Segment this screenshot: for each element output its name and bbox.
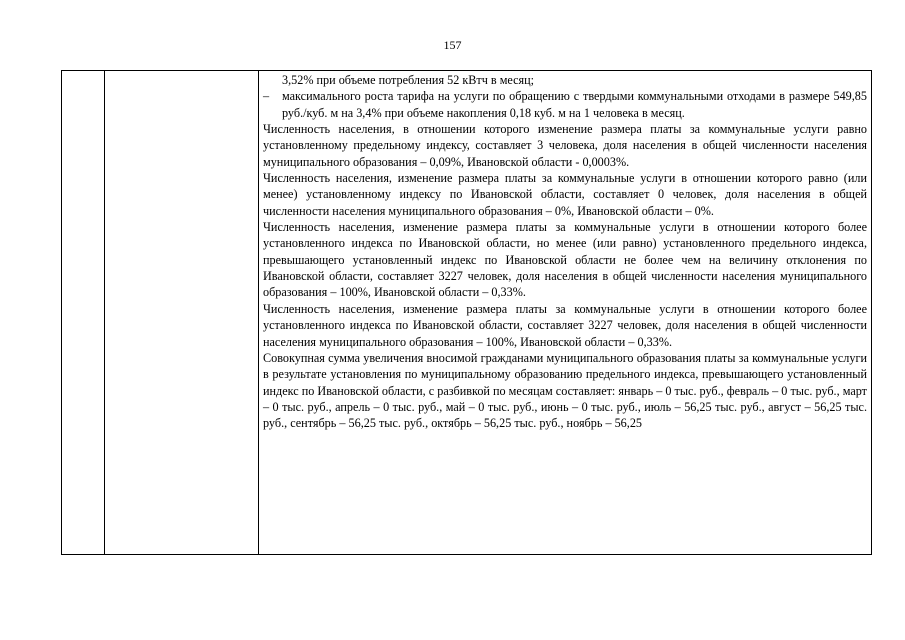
paragraph: Численность населения, изменение размера платы за коммунальные услуги в отношении которого равно (или менее) установленному индексу по Ивановской области, составляет 0 человек, доля населения в общей численности населения муниципального образования – 0%, Ивановской области – 0%.	[263, 171, 867, 218]
list-item	[263, 72, 867, 88]
list-dash: –	[263, 89, 270, 104]
document-table	[61, 70, 872, 555]
list-item-text: максимального роста тарифа на услуги по обращению с твердыми коммунальными отходами в размере 549,85 руб./куб. м на 3,4% при объеме накопления 0,18 куб. м на 1 человека в месяц.	[282, 89, 867, 120]
page-number: 157	[443, 38, 462, 52]
paragraph: Численность населения, изменение размера платы за коммунальные услуги в отношении которого более установленного индекса по Ивановской области, но менее (или равно) установленного предельного индекса, превышающего установленный индекс по Ивановской области не более чем на величину отклонения по Ивановской области, составляет 3227 человек, доля населения в общей численности населения муниципального образования – 100%, Ивановской области – 0,33%.	[263, 220, 867, 300]
cell-content	[259, 71, 871, 432]
paragraph: Численность населения, изменение размера платы за коммунальные услуги в отношении которого более установленного индекса по Ивановской области, составляет 3227 человек, доля населения в общей численности населения муниципального образования – 100%, Ивановской области – 0,33%.	[263, 301, 867, 349]
table-cell-label	[105, 71, 259, 555]
table-cell-number	[62, 71, 105, 555]
table-cell-content	[259, 71, 872, 555]
list-item-text: 3,52% при объеме потребления 52 кВтч в месяц;	[282, 73, 535, 87]
paragraph: Численность населения, в отношении которого изменение размера платы за коммунальные услуги равно установленному предельному индексу, составляет 3 человека, доля населения в общей численности населения муниципального образования – 0,09%, Ивановской области - 0,0003%.	[263, 122, 867, 169]
table-row	[62, 71, 872, 555]
paragraph: Совокупная сумма увеличения вносимой гражданами муниципального образования платы за коммунальные услуги в результате установления по муниципальному образованию предельного индекса, превышающего установленный индекс по Ивановской области, с разбивкой по месяцам составляет: январь – 0 тыс. руб., февраль – 0 тыс. руб., март – 0 тыс. руб., апрель – 0 тыс. руб., май – 0 тыс. руб., июнь – 0 тыс. руб., июль – 56,25 тыс. руб., август – 56,25 тыс. руб., сентябрь – 56,25 тыс. руб., октябрь – 56,25 тыс. руб., ноябрь – 56,25	[263, 350, 867, 431]
list-item	[263, 88, 867, 121]
